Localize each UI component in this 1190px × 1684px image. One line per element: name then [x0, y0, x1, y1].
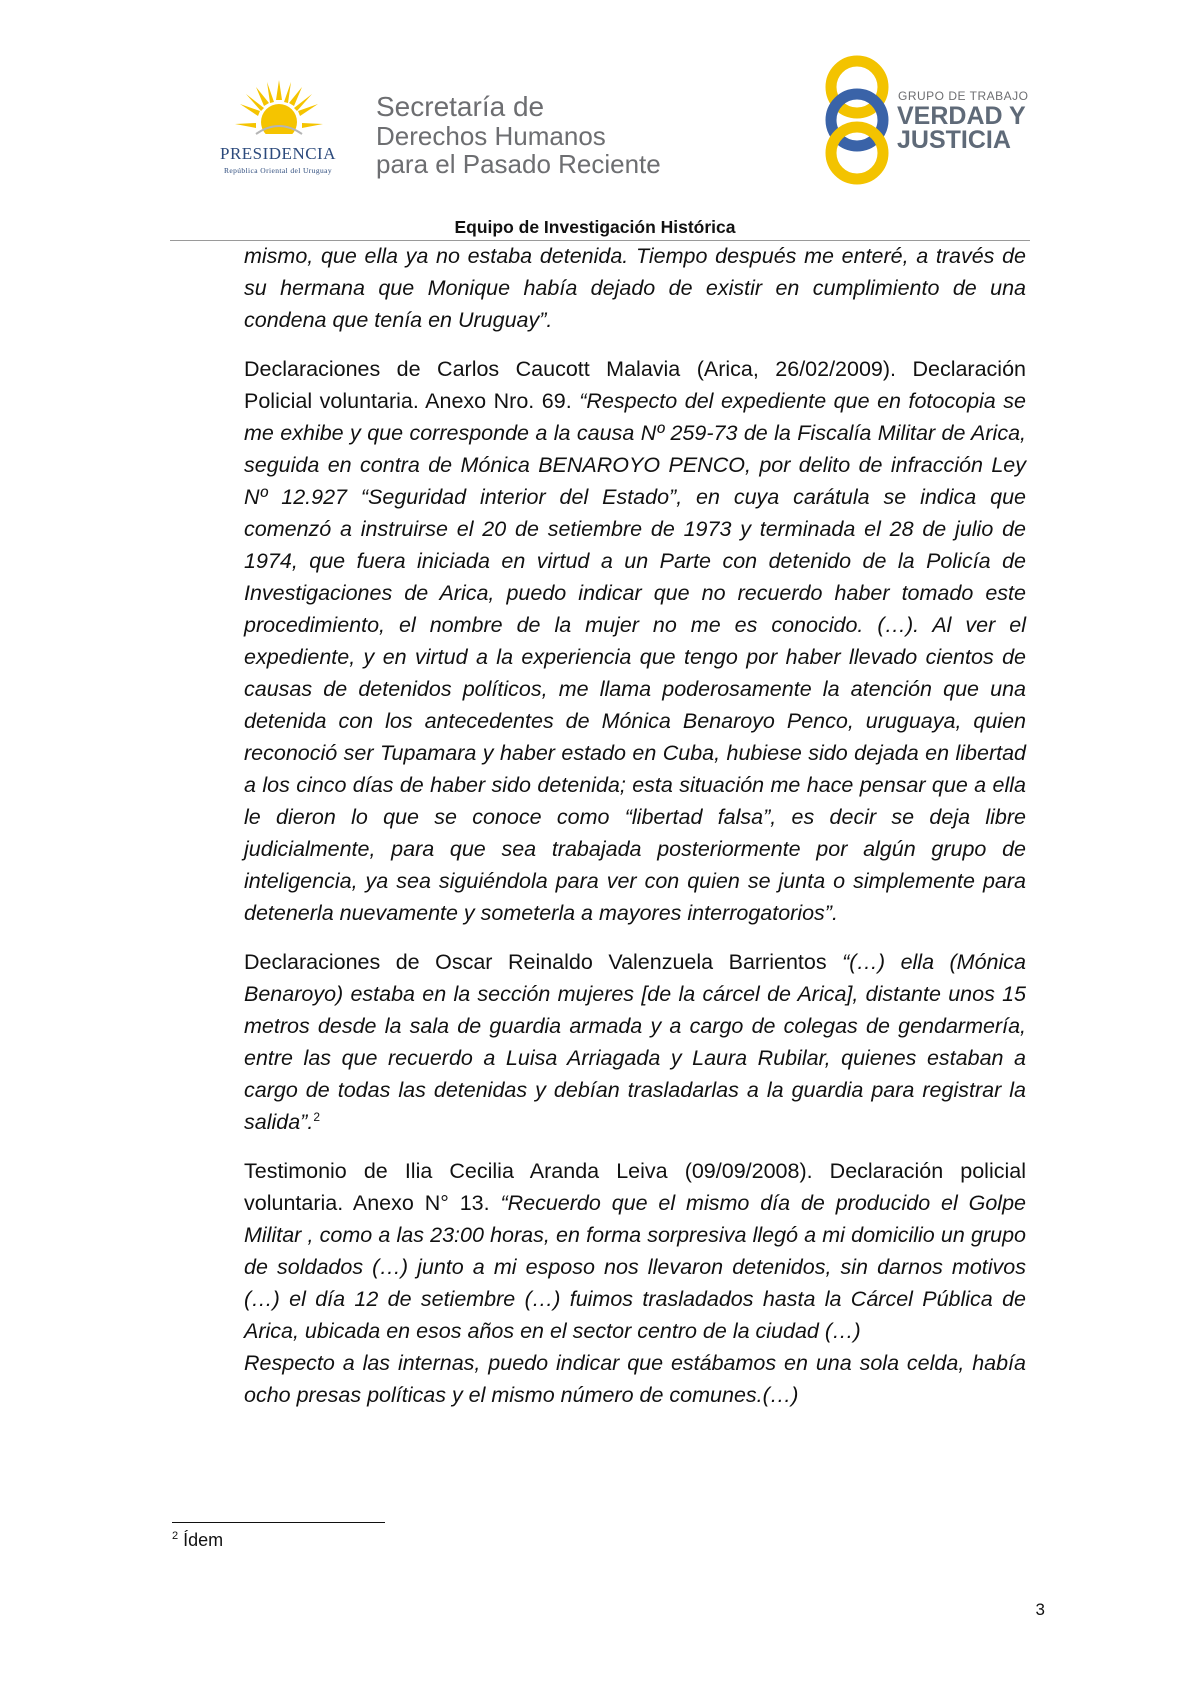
grupo-trabajo-logo — [824, 55, 1034, 185]
footnote-text: Ídem — [183, 1530, 224, 1550]
presidencia-name: PRESIDENCIA — [219, 144, 336, 163]
secretaria-line3: para el Pasado Reciente — [376, 149, 661, 179]
presidencia-logo — [198, 78, 358, 178]
footnote-divider — [172, 1522, 385, 1523]
paragraph-3-quote: “(…) ella (Mónica Benaroyo) estaba en la sección mujeres [de la cárcel de Arica], distante unos 15 metros desde la sala de guardia armada y a cargo de colegas de gendarmería, entre las que recuerdo a Luisa Arriagada y Laura Rubilar, quienes estaban a cargo de todas las detenidas y debían trasladarlas a la guardia para registrar la salida”. — [244, 950, 1026, 1134]
footnote — [172, 1530, 223, 1551]
paragraph-4 — [244, 1155, 1026, 1347]
paragraph-4-quote: “Recuerdo que el mismo día de producido el Golpe Militar , como a las 23:00 horas, en forma sorpresiva llegó a mi domicilio un grupo de soldados (…) junto a mi esposo nos llevaron detenidos, sin darnos motivos (…) el día 12 de setiembre (…) fuimos trasladados hasta la Cárcel Pública de Arica, ubicada en esos años en el sector centro de la ciudad (…) — [244, 1191, 1026, 1343]
paragraph-2-quote: “Respecto del expediente que en fotocopia se me exhibe y que corresponde a la causa Nº 259-73 de la Fiscalía Militar de Arica, seguida en contra de Mónica BENAROYO PENCO, por delito de infracción Ley Nº 12.927 “Seguridad interior del Estado”, en cuya carátula se indica que comenzó a instruirse el 20 de setiembre de 1973 y terminada el 28 de julio de 1974, que fuera iniciada en virtud a un Parte con detenido de la Policía de Investigaciones de Arica, puedo indicar que no recuerdo haber tomado este procedimiento, el nombre de la mujer no me es conocido. (…). Al ver el expediente, y en virtud a la experiencia que tengo por haber llevado cientos de causas de detenidos políticos, me llama poderosamente la atención que una detenida con los antecedentes de Mónica Benaroyo Penco, uruguaya, quien reconoció ser Tupamara y haber estado en Cuba, hubiese sido dejada en libertad a los cinco días de haber sido detenida; esta situación me hace pensar que a ella le dieron lo que se conoce como “libertad falsa”, es decir se deja libre judicialmente, para que sea trabajada posteriormente por algún grupo de inteligencia, ya sea siguiéndola para ver con quien se junta o simplemente para detenerla nuevamente y someterla a mayores interrogatorios”. — [244, 389, 1026, 925]
footnote-ref[interactable]: 2 — [313, 1109, 320, 1124]
secretaria-line1: Secretaría de — [376, 91, 545, 122]
paragraph-2-intro: Declaraciones de Carlos Caucott Malavia (Arica, 26/02/2009). Declaración Policial voluntaria. Anexo Nro. 69. — [244, 357, 1026, 413]
page-number: 3 — [1035, 1600, 1045, 1619]
paragraph-4-intro: Testimonio de Ilia Cecilia Aranda Leiva (09/09/2008). Declaración policial voluntaria. Anexo N° 13. — [244, 1159, 1026, 1215]
paragraph-2 — [244, 353, 1026, 929]
sun-emblem-icon — [234, 78, 324, 144]
paragraph-3 — [244, 946, 1026, 1138]
paragraph-1-quote: mismo, que ella ya no estaba detenida. Tiempo después me enteré, a través de su hermana que Monique había dejado de existir en cumplimiento de una condena que tenía en Uruguay”. — [244, 244, 1026, 332]
grupo-line2: VERDAD Y — [897, 102, 1026, 130]
paragraph-5 — [244, 1347, 1026, 1411]
document-body — [244, 240, 1026, 1411]
page-header — [0, 0, 1190, 230]
paragraph-5-quote: Respecto a las internas, puedo indicar que estábamos en una sola celda, había ocho presas políticas y el mismo número de comunes.(…) — [244, 1351, 1026, 1407]
grupo-line3: JUSTICIA — [897, 126, 1011, 154]
paragraph-3-intro: Declaraciones de Oscar Reinaldo Valenzuela Barrientos — [244, 950, 843, 974]
paragraph-1 — [244, 240, 1026, 336]
presidencia-subtitle: República Oriental del Uruguay — [223, 166, 332, 175]
grupo-line1: GRUPO DE TRABAJO — [898, 89, 1029, 103]
team-title: Equipo de Investigación Histórica — [454, 217, 736, 237]
secretaria-line2: Derechos Humanos — [376, 121, 606, 151]
rings-emblem-icon — [824, 55, 894, 185]
secretaria-logo-text — [376, 92, 716, 178]
footnote-number: 2 — [172, 1530, 179, 1542]
